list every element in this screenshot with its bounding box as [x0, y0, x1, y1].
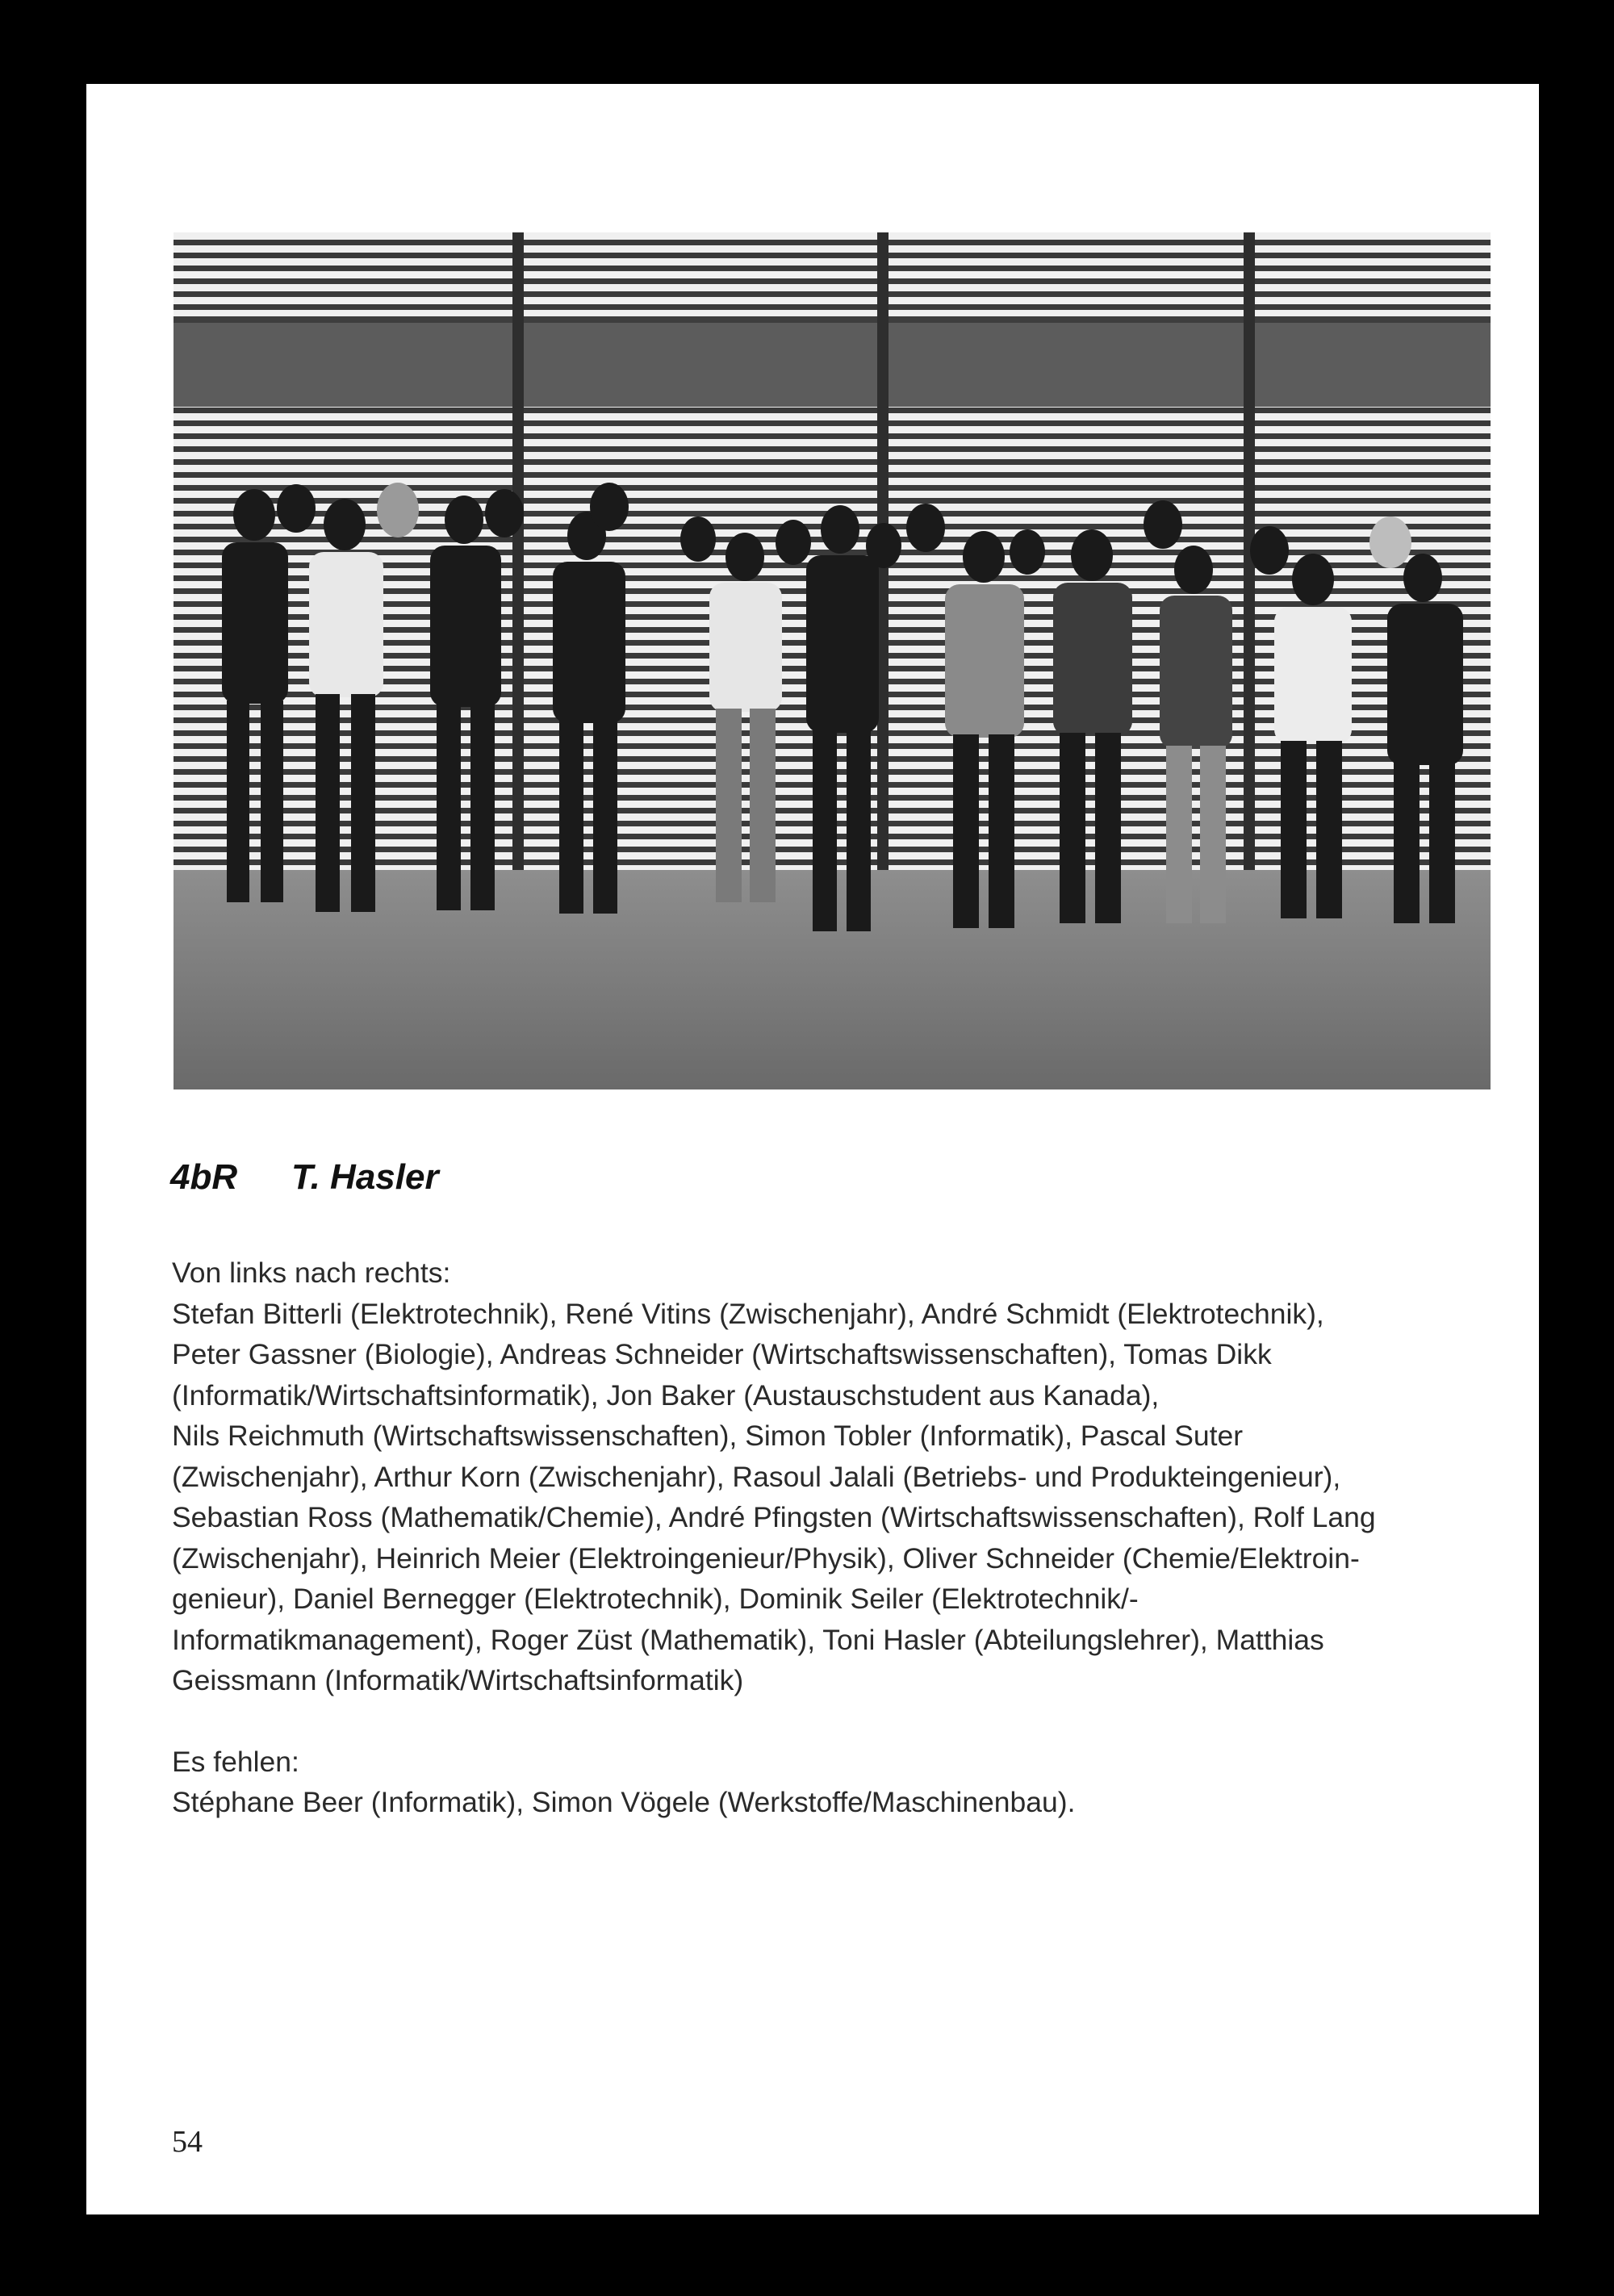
- teacher-name: T. Hasler: [291, 1157, 439, 1197]
- paragraph-gap: [172, 1701, 1495, 1742]
- document-page: [86, 84, 1539, 2214]
- caption-line: Peter Gassner (Biologie), Andreas Schneider (Wirtschaftswissenschaften), Tomas Dikk: [172, 1338, 1272, 1370]
- page-number: 54: [172, 2125, 203, 2159]
- caption-line: (Informatik/Wirtschaftsinformatik), Jon Baker (Austauschstudent aus Kanada),: [172, 1378, 1160, 1411]
- section-heading: [170, 1157, 439, 1198]
- group-photo: [174, 232, 1491, 1089]
- caption-line: (Zwischenjahr), Heinrich Meier (Elektroingenieur/Physik), Oliver Schneider (Chemie/Elektroin-: [172, 1541, 1360, 1575]
- caption-line: Geissmann (Informatik/Wirtschaftsinformatik): [172, 1664, 744, 1696]
- caption-line: Nils Reichmuth (Wirtschaftswissenschaften), Simon Tobler (Informatik), Pascal Suter: [172, 1420, 1244, 1452]
- caption-line: (Zwischenjahr), Arthur Korn (Zwischenjahr), Rasoul Jalali (Betriebs- und Produkteingenieur),: [172, 1460, 1341, 1493]
- caption-line: Informatikmanagement), Roger Züst (Mathematik), Toni Hasler (Abteilungslehrer), Matthias: [172, 1623, 1324, 1656]
- caption-line: Stefan Bitterli (Elektrotechnik), René Vitins (Zwischenjahr), André Schmidt (Elektrotechnik),: [172, 1297, 1324, 1330]
- caption-line: Sebastian Ross (Mathematik/Chemie), André Pfingsten (Wirtschaftswissenschaften), Rolf Lang: [172, 1501, 1376, 1533]
- caption-line: genieur), Daniel Bernegger (Elektrotechnik), Dominik Seiler (Elektrotechnik/-: [172, 1583, 1139, 1615]
- missing-label: Es fehlen:: [172, 1745, 299, 1778]
- missing-list: Stéphane Beer (Informatik), Simon Vögele (Werkstoffe/Maschinenbau).: [172, 1786, 1076, 1818]
- class-code: 4bR: [170, 1157, 238, 1197]
- caption-text: [172, 1253, 1495, 1823]
- caption-intro: Von links nach rechts:: [172, 1257, 451, 1289]
